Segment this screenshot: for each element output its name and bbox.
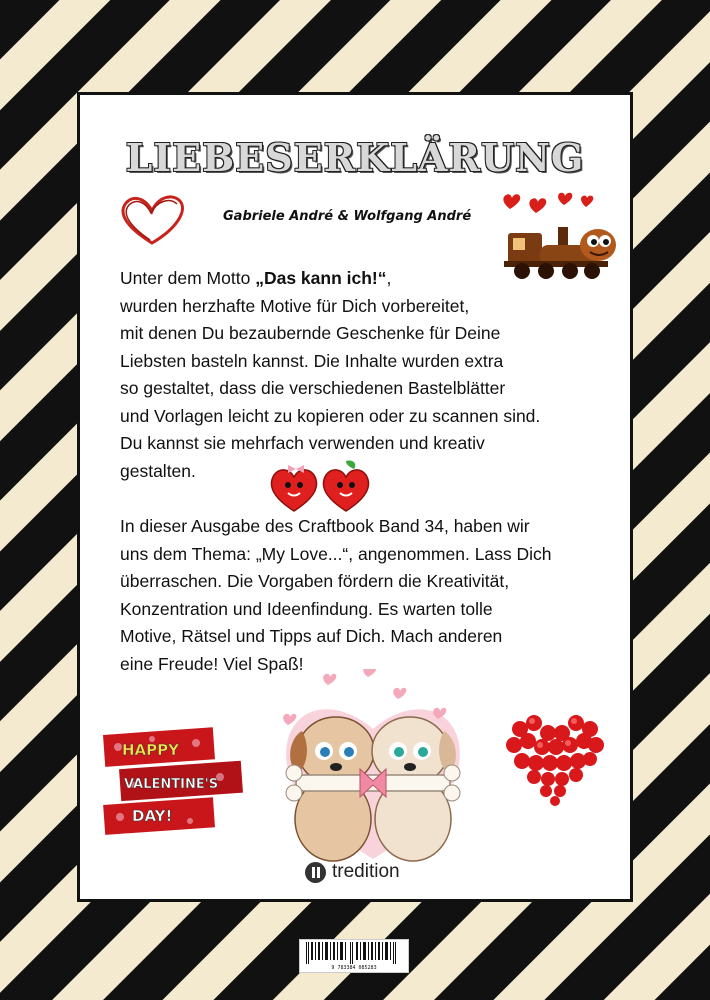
heart-of-hearts-icon	[500, 707, 610, 807]
text-line: In dieser Ausgabe des Craftbook Band 34, haben wir	[120, 516, 530, 536]
text-line: so gestaltet, dass die verschiedenen Bastelblätter	[120, 378, 506, 398]
text-line: uns dem Thema: „My Love...“, angenommen. Lass Dich	[120, 543, 552, 564]
text-line: überraschen. Die Vorgaben fördern die Kreativität,	[120, 571, 510, 591]
text-line: eine Freude! Viel Spaß!	[120, 653, 304, 674]
text-line: Konzentration und Ideenfindung. Es warten tolle	[120, 598, 493, 619]
intro-paragraph	[120, 265, 640, 485]
theme-paragraph	[120, 513, 640, 678]
sticker-line-3: DAY!	[132, 807, 173, 825]
text-line: Liebsten basteln kannst. Die Inhalte wurden extra	[120, 350, 504, 371]
publisher-logo	[305, 861, 400, 883]
text-line: Motive, Rätsel und Tipps auf Dich. Mach anderen	[120, 626, 503, 646]
scribble-heart-icon	[116, 191, 188, 251]
sticker-line-1: HAPPY	[122, 741, 180, 759]
text-line: wurden herzhafte Motive für Dich vorbereitet,	[120, 295, 470, 316]
text-line: und Vorlagen leicht zu kopieren oder zu scannen sind.	[120, 405, 541, 426]
tredition-logo-icon	[305, 862, 326, 883]
isbn-barcode	[299, 939, 409, 973]
barcode-bars-icon	[300, 940, 408, 964]
author-names: Gabriele André & Wolfgang André	[223, 209, 472, 224]
text-line: Du kannst sie mehrfach verwenden und kreativ	[120, 433, 485, 453]
text-line: gestalten.	[120, 460, 196, 481]
barcode-number: 9 783384 085283	[331, 965, 377, 971]
happy-valentines-day-sticker	[100, 725, 250, 840]
motto-text: „Das kann ich!“	[255, 268, 387, 288]
heart-couple-icon	[266, 457, 376, 513]
text-line: ,	[386, 268, 392, 288]
text-line: Unter dem Motto	[120, 268, 256, 288]
book-title: LIEBESERKLÄRUNG	[125, 135, 585, 180]
sticker-line-2: VALENTINE'S	[124, 777, 219, 792]
cover-panel	[77, 92, 633, 902]
publisher-name: tredition	[332, 861, 400, 882]
puppies-with-bone-illustration	[268, 669, 478, 869]
text-line: mit denen Du bezaubernde Geschenke für Deine	[120, 323, 501, 343]
